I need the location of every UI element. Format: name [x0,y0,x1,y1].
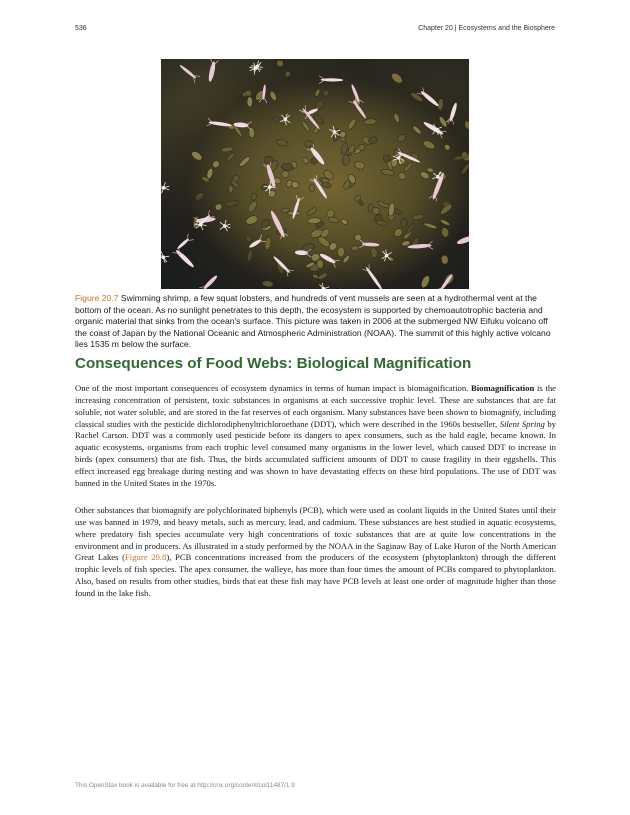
mussel-shape [369,247,378,258]
figure-caption-text: Swimming shrimp, a few squat lobsters, and hundreds of vent mussels are seen at a hydrothermal vent at the bottom of the ocean. As no sunlight penetrates to this depth, the ecosystem is supported by chemoautotrophic bacteria and organic material that sinks from the ocean's surface. This picture was taken in 2006 at the submerged NW Eifuku volcano off the coast of Japan by the National Oceanic and Atmospheric Administration (NOAA). The summit of this highly active volcano lies 1535 m below the surface. [75,293,551,350]
mussel-shape [396,133,407,144]
shrimp-shape [177,62,200,83]
mussel-shape [225,200,239,207]
mussel-shape [440,219,451,227]
shrimp-shape [407,241,433,251]
shrimp-shape [456,232,469,247]
mussel-shape [304,140,313,148]
mussel-shape [337,247,345,257]
mussel-shape [306,206,318,216]
mussel-shape [328,216,339,224]
squat-lobster-shape [382,250,392,262]
figure-link[interactable]: Figure 20.8 [125,552,167,563]
mussel-shape [422,139,436,151]
mussel-shape [376,219,389,226]
shrimp-shape [289,195,304,220]
mussel-shape [281,208,289,213]
mussel-shape [238,155,251,168]
squat-lobster-shape [249,63,261,75]
mussel-shape [301,156,310,165]
page-header [75,25,555,37]
mussel-shape [248,128,254,138]
mussel-shape [347,118,358,131]
mussel-shape [214,203,223,212]
mussel-shape [427,167,435,172]
shrimp-shape [359,240,379,249]
book-title: Silent Spring [499,418,545,429]
mussel-shape [322,89,330,97]
mussel-shape [268,190,276,198]
mussel-shape [377,200,390,209]
hydrothermal-vent-photo [161,59,469,289]
page-footer: This OpenStax book is available for free at http://cnx.org/content/col11487/1.9 [75,782,295,789]
mussel-shape [314,88,320,96]
squat-lobster-shape [319,283,330,289]
mussel-shape [351,245,359,252]
mussel-shape [412,125,423,136]
mussel-shape [354,161,366,170]
mussel-shape [340,218,348,225]
mussel-shape [194,191,205,201]
squat-lobster-shape [251,61,263,72]
paragraph-text: is the increasing concentration of persistent, toxic substances in organisms at each successive trophic level. These are substances that are fat soluble, not water soluble, and are stored in the fat reserves of each organism. Many substances have been shown to biomagnify, including classical studies with the pesticide dichlorodiphenyltrichloroethane (DDT), which were described in the 1960s bestseller, [75,383,556,429]
paragraph-pcb [75,505,556,600]
mussel-shape [460,162,469,175]
mussel-shape [225,152,236,163]
squat-lobster-shape [161,252,169,263]
mussel-shape [275,138,289,147]
mussel-shape [276,60,283,67]
paragraph-text: Other substances that biomagnify are polychlorinated biphenyls (PCB), which were used as coolant liquids in the United States until their use was banned in 1979, and heavy metals, such as mercury, lead, and cadmium. These substances are best studied in aquatic ecosystems, where predatory fish species accumulate very high concentrations of toxic substances that are at quite low concentrations in the environment and in producers. As illustrated in a study performed by the NOAA in the Saginaw Bay of Lake Huron of the North American Great Lakes ( [75,505,556,563]
mussel-shape [390,71,404,85]
mussel-shape [190,150,203,162]
mussel-shape [221,146,233,152]
shrimp-shape [175,234,194,252]
mussel-shape [441,255,449,265]
mussel-shape [301,120,311,132]
mussel-shape [211,159,221,169]
mussel-shape [247,97,252,107]
mussel-shape [264,237,272,251]
shrimp-shape [363,264,386,289]
mussel-shape [387,256,394,262]
shrimp-shape [319,76,343,84]
mussel-shape [443,143,451,151]
key-term: Biomagnification [471,383,535,393]
squat-lobster-shape [161,182,169,193]
mussel-shape [357,199,364,206]
shrimp-shape [199,273,219,289]
page-number: 536 [75,25,87,32]
mussel-shape [262,280,274,287]
mussel-shape [393,113,401,123]
mussel-shape [244,234,253,243]
mussel-shape [412,214,424,221]
mussel-shape [284,70,291,78]
mussel-shape [400,218,408,228]
mussel-shape [317,272,328,281]
mussel-shape [326,209,335,218]
mussel-shape [244,90,252,97]
section-heading: Consequences of Food Webs: Biological Magnification [75,355,472,372]
shrimp-shape [173,247,197,270]
paragraph-biomagnification [75,383,556,490]
mussel-shape [247,249,253,261]
mussel-shape [251,193,257,200]
mussel-shape [441,227,450,238]
mussel-shape [393,227,404,238]
mussel-shape [397,171,407,181]
mussel-shape [228,185,233,192]
mussel-shape [381,168,395,176]
mussel-shape [269,90,278,101]
mussel-shape [321,181,332,188]
shrimp-shape [206,59,219,83]
mussel-shape [364,118,377,125]
mussel-shape [420,275,431,289]
mussel-shape [401,240,411,247]
paragraph-intro: One of the most important consequences of ecosystem dynamics in terms of human impact is biomagnification. [75,383,469,393]
mussel-shape [246,200,258,214]
figure-label: Figure 20.7 [75,293,119,303]
shrimp-shape [307,144,327,167]
mussel-shape [423,222,437,229]
paragraph-text: by Rachel Carson. DDT was a commonly used pesticide before its dangers to apex consumers, such as the bald eagle, became known. In aquatic ecosystems, organisms from each trophic level consumed many organisms in the lower level, which caused DDT to increase in birds (apex consumers) that ate fish. Thus, the birds accumulated sufficient amounts of DDT to cause fragility in their eggshells. This effect increased egg breakage during nesting and was shown to have devastating effects on these bird populations. The use of DDT was banned in the United States in the 1970s. [75,418,556,488]
mussel-shape [245,214,259,226]
mussel-shape [281,170,289,178]
mussel-shape [388,202,396,216]
mussel-shape [309,184,315,192]
mussel-shape [464,120,469,129]
mussel-shape [342,155,350,166]
squat-lobster-shape [220,220,231,231]
mussel-shape [206,168,214,180]
running-head: Chapter 20 | Ecosystems and the Biosphere [418,25,555,32]
mussel-shape [272,116,280,124]
figure-caption [75,293,556,351]
paragraph-text: ), PCB concentrations increased from the producers of the ecosystem (phytoplankton) through the different trophic levels of fish species. The apex consumer, the walleye, has more than four times the amount of PCBs compared to phytoplankton. Also, based on results from other studies, birds that eat these fish may have PCB levels at least one order of magnitude higher than those found in the lake fish. [75,552,556,598]
mussel-shape [437,98,443,111]
